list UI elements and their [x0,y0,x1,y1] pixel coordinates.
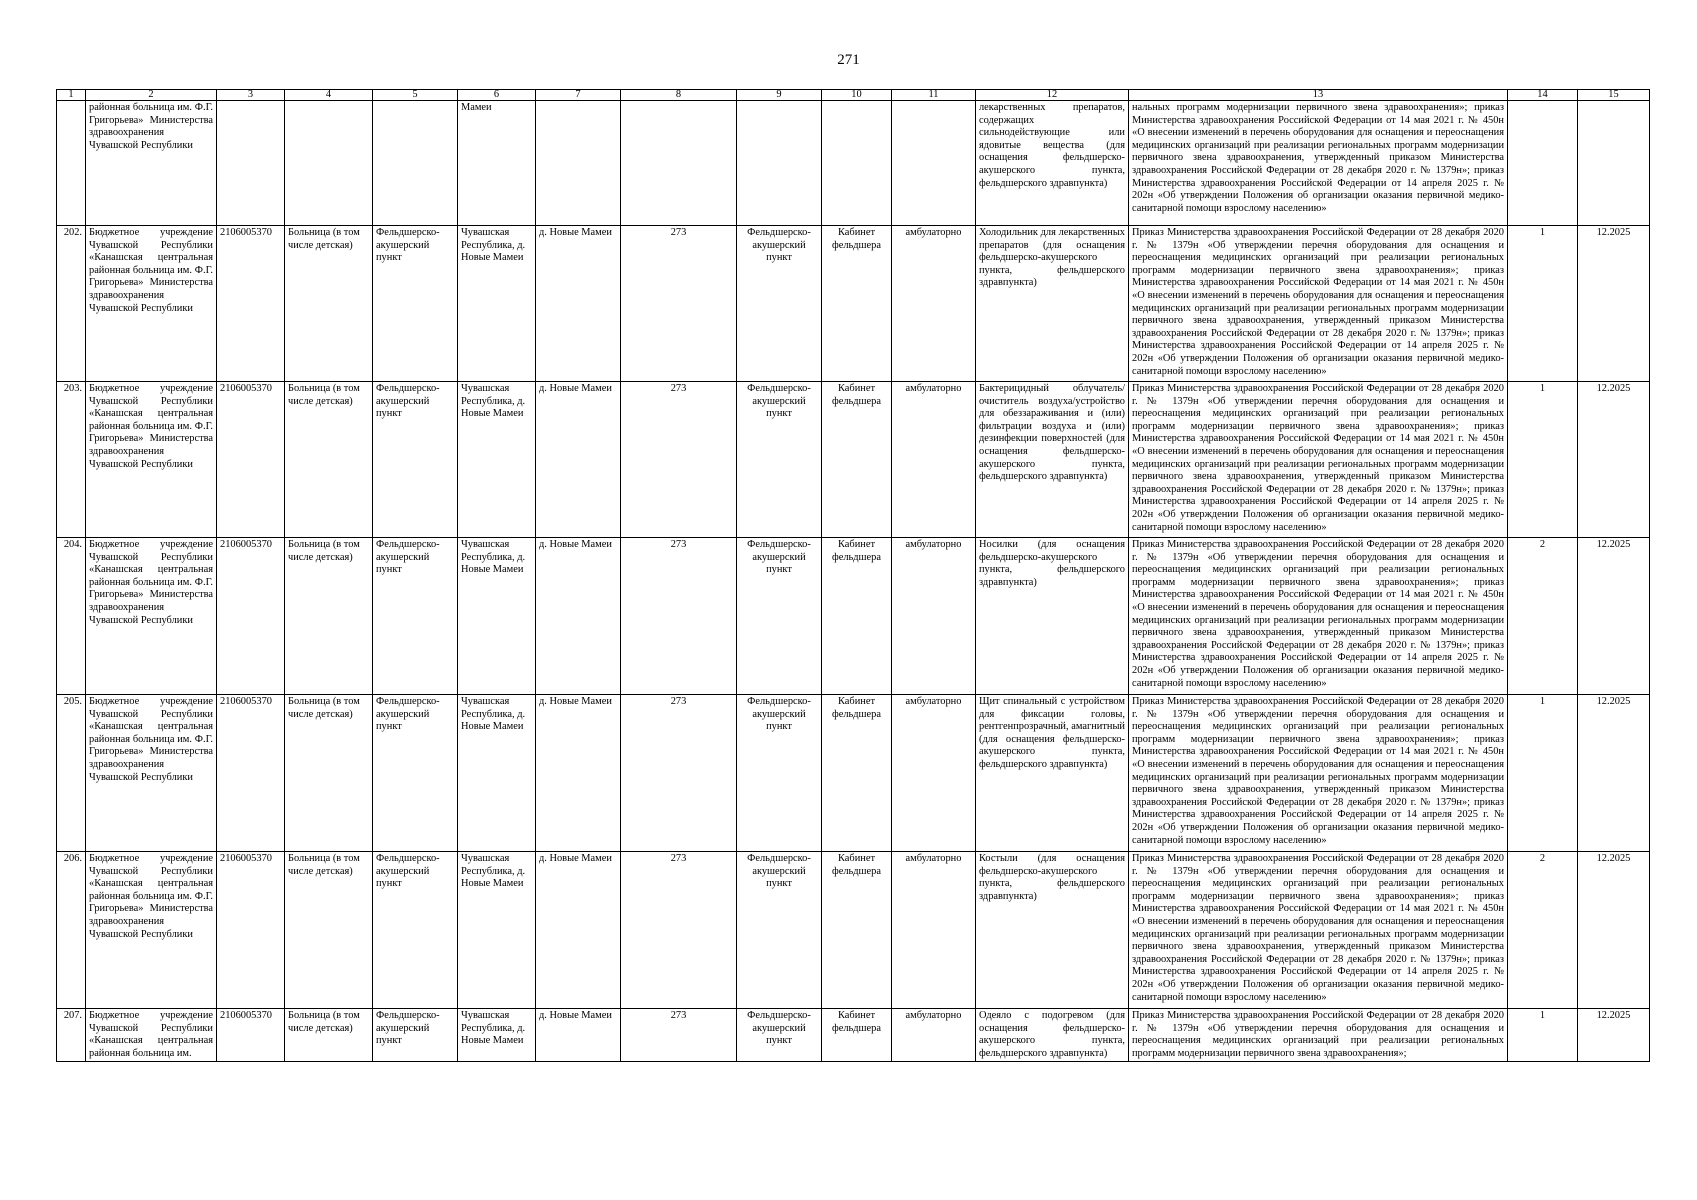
legal-basis: Приказ Министерства здравоохранения Российской Федерации от 28 декабря 2020 г. № 1379н «Об утверждении перечня оборудования для оснащения и переоснащения медицинских организаций при реализации региональных программ модернизации первичного звена здравоохранения»; приказ Министерства здравоохранения Российской Федерации от 14 мая 2021 г. № 450н «О внесении изменений в перечень оборудования для оснащения и переоснащения медицинских организаций при реализации региональных программ модернизации первичного звена здравоохранения, утвержденный приказом Министерства здравоохранения Российской Федерации от 28 декабря 2020 г. № 1379н»; приказ Министерства здравоохранения Российской Федерации от 14 апреля 2025 г. № 202н «Об утверждении Положения об организации оказания первичной медико-санитарной помощи взрослому населению» [1129,226,1508,382]
column-number: 13 [1129,90,1508,101]
legal-basis: Приказ Министерства здравоохранения Российской Федерации от 28 декабря 2020 г. № 1379н «Об утверждении перечня оборудования для оснащения и переоснащения медицинских организаций при реализации региональных программ модернизации первичного звена здравоохранения»; приказ Министерства здравоохранения Российской Федерации от 14 мая 2021 г. № 450н «О внесении изменений в перечень оборудования для оснащения и переоснащения медицинских организаций при реализации региональных программ модернизации первичного звена здравоохранения, утвержденный приказом Министерства здравоохранения Российской Федерации от 28 декабря 2020 г. № 1379н»; приказ Министерства здравоохранения Российской Федерации от 14 апреля 2025 г. № 202н «Об утверждении Положения об организации оказания первичной медико-санитарной помощи взрослому населению» [1129,852,1508,1009]
equipment-name: Щит спинальный с устройством для фиксации головы, рентгенпрозрачный, амагнитный (для оснащения фельдшерско-акушерского пункта, фельдшерского здравпункта) [976,695,1129,852]
inn-value: 2106005370 [217,1009,285,1062]
equipment-name: Одеяло с подогревом (для оснащения фельдшерско-акушерского пункта, фельдшерского здравпункта) [976,1009,1129,1062]
row-number: 204. [57,538,86,695]
table-row [57,1009,1650,1062]
equipment-name: Бактерицидный облучатель/очиститель воздуха/устройство для обеззараживания и (или) фильтрации воздуха и (или) дезинфекции поверхностей (для оснащения фельдшерско-акушерского пункта, фельдшерского здравпункта) [976,382,1129,538]
address: Мамеи [458,101,536,226]
equipment-name: Костыли (для оснащения фельдшерско-акушерского пункта, фельдшерского здравпункта) [976,852,1129,1009]
subdivision-name: Фельдшерско-акушерский пункт [737,695,822,852]
quantity: 2 [1508,538,1578,695]
quantity: 2 [1508,852,1578,1009]
quantity: 1 [1508,1009,1578,1062]
column-number: 7 [536,90,621,101]
facility-type: Больница (в том числе детская) [285,1009,373,1062]
table-row [57,538,1650,695]
delivery-date: 12.2025 [1578,1009,1650,1062]
column-number: 9 [737,90,822,101]
quantity: 1 [1508,382,1578,538]
page-number: 271 [837,52,860,68]
locality: д. Новые Мамеи [536,226,621,382]
code-value: 273 [621,538,737,695]
quantity [1508,101,1578,226]
care-mode: амбулаторно [892,695,976,852]
organization-name: Бюджетное учреждение Чувашской Республики «Канашская центральная районная больница им. [86,1009,217,1062]
table-row [57,695,1650,852]
care-mode [892,101,976,226]
locality [536,101,621,226]
legal-basis: нальных программ модернизации первичного звена здравоохранения»; приказ Министерства здравоохранения Российской Федерации от 14 мая 2021 г. № 450н «О внесении изменений в перечень оборудования для оснащения и переоснащения медицинских организаций при реализации региональных программ модернизации первичного звена здравоохранения, утвержденный приказом Министерства здравоохранения Российской Федерации от 28 декабря 2020 г. № 1379н»; приказ Министерства здравоохранения Российской Федерации от 14 апреля 2025 г. № 202н «Об утверждении Положения об организации оказания первичной медико-санитарной помощи взрослому населению» [1129,101,1508,226]
room-name: Кабинет фельдшера [822,695,892,852]
locality: д. Новые Мамеи [536,852,621,1009]
row-number: 206. [57,852,86,1009]
column-number: 11 [892,90,976,101]
column-number: 14 [1508,90,1578,101]
column-number: 10 [822,90,892,101]
organization-name: Бюджетное учреждение Чувашской Республики «Канашская центральная районная больница им. Ф.Г. Григорьева» Министерства здравоохранения Чувашской Республики [86,226,217,382]
table-row [57,101,1650,226]
column-number: 15 [1578,90,1650,101]
care-mode: амбулаторно [892,382,976,538]
subdivision-name: Фельдшерско-акушерский пункт [737,226,822,382]
unit-name: Фельдшерско-акушерский пункт [373,226,458,382]
facility-type [285,101,373,226]
equipment-name: лекарственных препаратов, содержащих сильнодействующие или ядовитые вещества (для оснащения фельдшерско-акушерского пункта, фельдшерского здравпункта) [976,101,1129,226]
organization-name: Бюджетное учреждение Чувашской Республики «Канашская центральная районная больница им. Ф.Г. Григорьева» Министерства здравоохранения Чувашской Республики [86,695,217,852]
inn-value: 2106005370 [217,695,285,852]
address: Чувашская Республика, д. Новые Мамеи [458,226,536,382]
column-number: 6 [458,90,536,101]
equipment-name: Носилки (для оснащения фельдшерско-акушерского пункта, фельдшерского здравпункта) [976,538,1129,695]
delivery-date: 12.2025 [1578,538,1650,695]
unit-name: Фельдшерско-акушерский пункт [373,382,458,538]
row-number: 205. [57,695,86,852]
unit-name: Фельдшерско-акушерский пункт [373,1009,458,1062]
locality: д. Новые Мамеи [536,1009,621,1062]
locality: д. Новые Мамеи [536,695,621,852]
subdivision-name: Фельдшерско-акушерский пункт [737,382,822,538]
code-value: 273 [621,695,737,852]
room-name: Кабинет фельдшера [822,226,892,382]
delivery-date: 12.2025 [1578,226,1650,382]
facility-type: Больница (в том числе детская) [285,382,373,538]
room-name: Кабинет фельдшера [822,538,892,695]
row-number: 202. [57,226,86,382]
equipment-register-table [56,89,1650,1062]
room-name: Кабинет фельдшера [822,382,892,538]
subdivision-name: Фельдшерско-акушерский пункт [737,852,822,1009]
organization-name: Бюджетное учреждение Чувашской Республики «Канашская центральная районная больница им. Ф.Г. Григорьева» Министерства здравоохранения Чувашской Республики [86,852,217,1009]
delivery-date: 12.2025 [1578,695,1650,852]
facility-type: Больница (в том числе детская) [285,538,373,695]
organization-name: Бюджетное учреждение Чувашской Республики «Канашская центральная районная больница им. Ф.Г. Григорьева» Министерства здравоохранения Чувашской Республики [86,382,217,538]
inn-value: 2106005370 [217,226,285,382]
column-number: 5 [373,90,458,101]
code-value: 273 [621,226,737,382]
organization-name: Бюджетное учреждение Чувашской Республики «Канашская центральная районная больница им. Ф.Г. Григорьева» Министерства здравоохранения Чувашской Республики [86,538,217,695]
legal-basis: Приказ Министерства здравоохранения Российской Федерации от 28 декабря 2020 г. № 1379н «Об утверждении перечня оборудования для оснащения и переоснащения медицинских организаций при реализации региональных программ модернизации первичного звена здравоохранения»; приказ Министерства здравоохранения Российской Федерации от 14 мая 2021 г. № 450н «О внесении изменений в перечень оборудования для оснащения и переоснащения медицинских организаций при реализации региональных программ модернизации первичного звена здравоохранения, утвержденный приказом Министерства здравоохранения Российской Федерации от 28 декабря 2020 г. № 1379н»; приказ Министерства здравоохранения Российской Федерации от 14 апреля 2025 г. № 202н «Об утверждении Положения об организации оказания первичной медико-санитарной помощи взрослому населению» [1129,538,1508,695]
column-number: 12 [976,90,1129,101]
subdivision-name: Фельдшерско-акушерский пункт [737,1009,822,1062]
facility-type: Больница (в том числе детская) [285,226,373,382]
unit-name: Фельдшерско-акушерский пункт [373,852,458,1009]
inn-value: 2106005370 [217,852,285,1009]
table-row [57,852,1650,1009]
unit-name [373,101,458,226]
inn-value: 2106005370 [217,538,285,695]
legal-basis: Приказ Министерства здравоохранения Российской Федерации от 28 декабря 2020 г. № 1379н «Об утверждении перечня оборудования для оснащения и переоснащения медицинских организаций при реализации региональных программ модернизации первичного звена здравоохранения»; приказ Министерства здравоохранения Российской Федерации от 14 мая 2021 г. № 450н «О внесении изменений в перечень оборудования для оснащения и переоснащения медицинских организаций при реализации региональных программ модернизации первичного звена здравоохранения, утвержденный приказом Министерства здравоохранения Российской Федерации от 28 декабря 2020 г. № 1379н»; приказ Министерства здравоохранения Российской Федерации от 14 апреля 2025 г. № 202н «Об утверждении Положения об организации оказания первичной медико-санитарной помощи взрослому населению» [1129,695,1508,852]
subdivision-name: Фельдшерско-акушерский пункт [737,538,822,695]
locality: д. Новые Мамеи [536,382,621,538]
column-number: 3 [217,90,285,101]
column-number: 2 [86,90,217,101]
unit-name: Фельдшерско-акушерский пункт [373,538,458,695]
address: Чувашская Республика, д. Новые Мамеи [458,695,536,852]
delivery-date: 12.2025 [1578,852,1650,1009]
column-number-row [57,90,1650,101]
inn-value: 2106005370 [217,382,285,538]
table-row [57,382,1650,538]
address: Чувашская Республика, д. Новые Мамеи [458,852,536,1009]
column-number: 1 [57,90,86,101]
code-value: 273 [621,382,737,538]
subdivision-name [737,101,822,226]
address: Чувашская Республика, д. Новые Мамеи [458,1009,536,1062]
column-number: 8 [621,90,737,101]
quantity: 1 [1508,695,1578,852]
unit-name: Фельдшерско-акушерский пункт [373,695,458,852]
locality: д. Новые Мамеи [536,538,621,695]
facility-type: Больница (в том числе детская) [285,695,373,852]
code-value [621,101,737,226]
facility-type: Больница (в том числе детская) [285,852,373,1009]
address: Чувашская Республика, д. Новые Мамеи [458,382,536,538]
legal-basis: Приказ Министерства здравоохранения Российской Федерации от 28 декабря 2020 г. № 1379н «Об утверждении перечня оборудования для оснащения и переоснащения медицинских организаций при реализации региональных программ модернизации первичного звена здравоохранения»; [1129,1009,1508,1062]
room-name: Кабинет фельдшера [822,1009,892,1062]
address: Чувашская Республика, д. Новые Мамеи [458,538,536,695]
care-mode: амбулаторно [892,1009,976,1062]
table-row [57,226,1650,382]
row-number [57,101,86,226]
room-name: Кабинет фельдшера [822,852,892,1009]
care-mode: амбулаторно [892,538,976,695]
quantity: 1 [1508,226,1578,382]
row-number: 207. [57,1009,86,1062]
row-number: 203. [57,382,86,538]
column-number: 4 [285,90,373,101]
equipment-name: Холодильник для лекарственных препаратов (для оснащения фельдшерско-акушерского пункта, фельдшерского здравпункта) [976,226,1129,382]
care-mode: амбулаторно [892,226,976,382]
room-name [822,101,892,226]
inn-value [217,101,285,226]
care-mode: амбулаторно [892,852,976,1009]
delivery-date [1578,101,1650,226]
code-value: 273 [621,1009,737,1062]
legal-basis: Приказ Министерства здравоохранения Российской Федерации от 28 декабря 2020 г. № 1379н «Об утверждении перечня оборудования для оснащения и переоснащения медицинских организаций при реализации региональных программ модернизации первичного звена здравоохранения»; приказ Министерства здравоохранения Российской Федерации от 14 мая 2021 г. № 450н «О внесении изменений в перечень оборудования для оснащения и переоснащения медицинских организаций при реализации региональных программ модернизации первичного звена здравоохранения, утвержденный приказом Министерства здравоохранения Российской Федерации от 28 декабря 2020 г. № 1379н»; приказ Министерства здравоохранения Российской Федерации от 14 апреля 2025 г. № 202н «Об утверждении Положения об организации оказания первичной медико-санитарной помощи взрослому населению» [1129,382,1508,538]
organization-name: районная больница им. Ф.Г. Григорьева» Министерства здравоохранения Чувашской Республики [86,101,217,226]
delivery-date: 12.2025 [1578,382,1650,538]
code-value: 273 [621,852,737,1009]
